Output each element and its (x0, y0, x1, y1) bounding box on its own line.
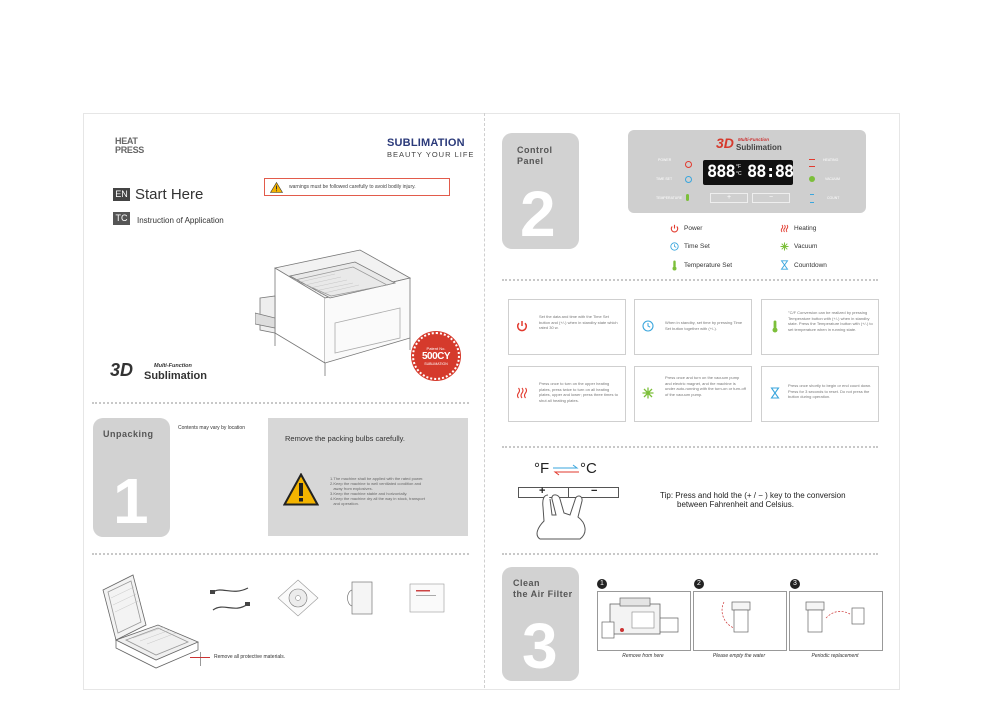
unpacking-card (93, 418, 170, 537)
hourglass-icon[interactable] (810, 194, 814, 203)
panel-logo-multifunction: Multi-Function (738, 137, 769, 142)
divider (502, 446, 878, 448)
vacuum-icon (780, 242, 789, 251)
conversion-minus-key[interactable]: − (591, 485, 598, 497)
power-icon (516, 320, 528, 332)
thermometer-icon[interactable] (686, 194, 689, 201)
clock-icon[interactable] (685, 176, 692, 183)
clock-icon (642, 320, 654, 332)
hand-pressing-icon (520, 493, 600, 541)
control-panel-title: Control Panel (517, 145, 553, 166)
rule-line: 4.Keep the machine dry all the way in stock, transport (330, 496, 425, 501)
panel-label-temperature: TEMPERATURE (656, 196, 683, 200)
warning-text: warnings must be followed carefully to avoid bodily injury. (289, 184, 416, 190)
panel-logo-sublimation: Sublimation (736, 143, 782, 152)
heat-press-logo: HEAT PRESS (115, 136, 145, 155)
function-box-power (508, 299, 626, 355)
heating-icon (780, 224, 789, 233)
safety-rules (330, 476, 466, 506)
legend-countdown (780, 260, 827, 270)
filter-replacement-illustration (790, 592, 882, 650)
safety-panel (268, 418, 468, 536)
mug-wrap-icon (345, 578, 379, 618)
step-badge: 3 (790, 579, 800, 589)
vacuum-icon[interactable] (809, 176, 815, 182)
rule-line: 3.Keep the machine stable and horizontally. (330, 491, 408, 496)
panel-logo-3d: 3D (716, 135, 734, 151)
page-fold (484, 113, 485, 688)
en-badge: EN (113, 188, 130, 201)
rule-line: 2.Keep the machine to well ventilated condition and (330, 481, 422, 486)
rule-line: and operation. (330, 501, 359, 506)
step-number-3: 3 (522, 610, 558, 682)
power-icon[interactable] (685, 161, 692, 168)
panel-label-vacuum: VACUUM (825, 177, 840, 181)
power-cord-icon (210, 582, 252, 618)
function-description: °C/F Conversion can be realized by pressing Temperature button with (+/-) when in standby state. Press the Temperature button with (+/-) to set temperature when in running state. (788, 310, 873, 332)
panel-label-time: TIME SET (656, 177, 673, 181)
legend-power (670, 224, 732, 233)
function-box-time (634, 299, 752, 355)
manual-booklet-icon (408, 580, 448, 616)
divider (502, 553, 878, 555)
filter-step-caption: Remove from here (622, 653, 664, 659)
seal-main-text: 500CY (421, 351, 451, 362)
tc-badge: TC (113, 212, 130, 225)
warning-icon (283, 473, 319, 506)
legend-label: Power (684, 225, 703, 232)
legend-heating (780, 224, 827, 233)
celsius-symbol: °C (580, 460, 597, 477)
seal-bottom-text: SUBLIMATION (424, 362, 448, 366)
hourglass-icon (770, 387, 780, 399)
filter-step-1-image (597, 591, 691, 651)
heating-icon (516, 387, 528, 399)
cd-disc-icon (276, 578, 320, 618)
function-description: Press once and turn on the vacuum pump and electric magnet, and the machine is under auto-running with the turn-on or turn-off of the vacuum pump. (665, 375, 746, 397)
filter-step-caption: Please empty the water (712, 653, 766, 659)
legend-vacuum (780, 242, 827, 251)
callout-arrow (190, 657, 210, 658)
remove-bulbs-title: Remove the packing bulbs carefully. (285, 434, 405, 443)
legend-label: Temperature Set (684, 262, 733, 269)
legend-label: Vacuum (794, 243, 818, 250)
panel-plus-button[interactable]: + (710, 193, 748, 203)
machine-illustration (255, 238, 415, 383)
panel-label-heating: HEATING (823, 158, 839, 162)
legend-temperature (670, 260, 732, 271)
function-description: Press once to turn on the upper heating plates, press twice to turn on all heating plates, upper and lower; press three times to shut all heating plates. (539, 381, 618, 403)
function-description: When in standby, set time by pressing Time Set button together with (+/-). (665, 320, 743, 331)
unpacking-title: Unpacking (103, 429, 154, 439)
thermometer-icon (771, 320, 779, 333)
rule-line: away from explosives. (330, 486, 373, 491)
logo-3d: 3D (110, 360, 134, 380)
conversion-plus-key[interactable]: + (539, 485, 546, 497)
patent-seal (412, 332, 460, 380)
time-readout: 88:88 (747, 162, 794, 182)
tip-line-2: between Fahrenheit and Celsius. (677, 500, 794, 509)
swap-arrows-icon (551, 464, 581, 476)
led-display (703, 160, 793, 185)
clock-icon (670, 242, 679, 251)
function-box-vacuum (634, 366, 752, 422)
legend-left (670, 224, 732, 271)
filter-step-caption: Periodic replacement (811, 653, 859, 659)
legend-label: Time Set (684, 243, 710, 250)
step-badge: 1 (597, 579, 607, 589)
temperature-readout: 888 (707, 162, 735, 182)
divider (92, 553, 469, 555)
power-icon (670, 224, 679, 233)
panel-minus-button[interactable]: − (752, 193, 790, 203)
function-description: Press once shortly to begin or end count down. Press for 3 seconds to reset. Do not press the button during operation. (788, 383, 872, 399)
fahrenheit-symbol: °F (534, 460, 550, 477)
remove-protective-note: Remove all protective materials. (214, 654, 286, 660)
legend-right (780, 224, 827, 270)
control-panel-mockup (628, 130, 866, 213)
divider (92, 402, 469, 404)
seal-top-text: Patent No. (426, 346, 446, 351)
instruction-subtitle: Instruction of Application (137, 216, 224, 225)
legend-label: Countdown (794, 261, 827, 269)
hourglass-icon (780, 260, 789, 270)
panel-label-power: POWER (658, 158, 672, 162)
step-badge: 2 (694, 579, 704, 589)
temperature-unit: °F °C (736, 164, 742, 177)
filter-step-2-image (693, 591, 787, 651)
open-machine-illustration (98, 570, 200, 670)
control-panel-card (502, 133, 579, 249)
function-box-heating (508, 366, 626, 422)
divider (502, 279, 878, 281)
function-box-temperature (761, 299, 879, 355)
thermometer-icon (670, 260, 679, 271)
step-number-1: 1 (113, 465, 149, 537)
air-filter-title: Clean the Air Filter (513, 578, 573, 599)
sublimation-heading: SUBLIMATION (387, 137, 465, 149)
warning-box (264, 178, 450, 196)
function-box-countdown (761, 366, 879, 422)
contents-note: Contents may vary by location (178, 425, 245, 431)
logo-sublimation: Sublimation (144, 370, 207, 382)
logo-multifunction: Multi-Function (154, 363, 192, 369)
legend-time-set (670, 242, 732, 251)
air-filter-card (502, 567, 579, 681)
machine-filter-illustration (598, 592, 690, 650)
start-here-title: Start Here (135, 186, 204, 203)
tagline: BEAUTY YOUR LIFE (387, 150, 475, 159)
function-description: Set the data and time with the Time Set button and (+/-) when in standby state which rated 30 w. (539, 314, 618, 330)
tip-line-1: Tip: Press and hold the (+ / − ) key to the conversion (660, 491, 846, 500)
vacuum-icon (642, 387, 654, 399)
legend-label: Heating (794, 225, 817, 232)
water-cup-illustration (694, 592, 786, 650)
warning-icon (270, 182, 283, 193)
panel-label-count: COUNT (827, 196, 840, 200)
heating-icon[interactable] (809, 159, 815, 167)
step-number-2: 2 (520, 178, 556, 250)
filter-step-3-image (789, 591, 883, 651)
callout-line (200, 652, 203, 666)
rule-line: 1.The machine shall be applied with the rated power. (330, 476, 424, 481)
